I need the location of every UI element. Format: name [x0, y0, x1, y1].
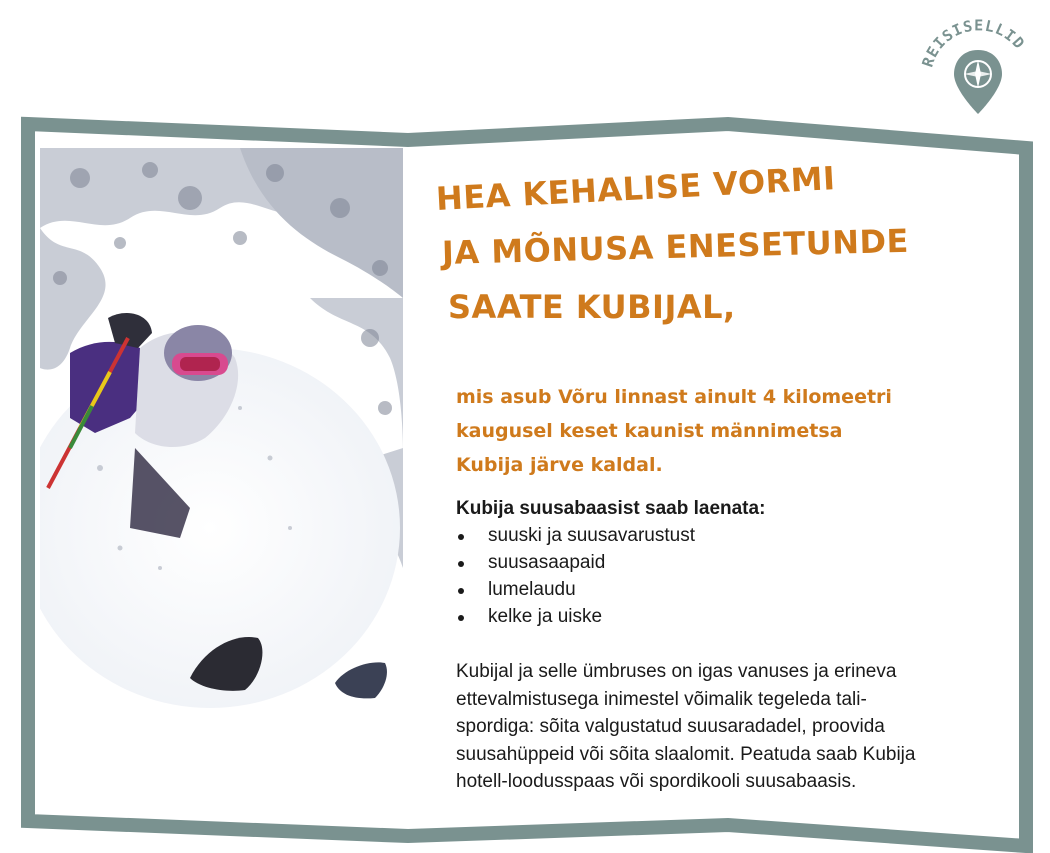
rentals-title: Kubija suusabaasist saab laenata: [456, 498, 766, 519]
list-item: kelke ja uiske [456, 603, 695, 630]
skier-photo [40, 148, 403, 708]
list-item: suuski ja suusavarustust [456, 522, 695, 549]
list-item: lumelaudu [456, 576, 695, 603]
subheadline-line-2: kaugusel keset kaunist männimetsa [456, 420, 843, 442]
subheadline-line-1: mis asub Võru linnast ainult 4 kilomeetri [456, 386, 892, 408]
headline-line-3: SAATE KUBIJAL, [448, 288, 736, 326]
body-line: spordiga: sõita valgustatud suusaradadel, proovida [456, 716, 885, 737]
body-line: hotell-loodusspaas või spordikooli suusabaasis. [456, 771, 857, 792]
logo-text: REISISELLID [918, 16, 1029, 70]
body-line: Kubijal ja selle ümbruses on igas vanuses ja erineva [456, 661, 897, 682]
headline-line-1: HEA KEHALISE VORMI [435, 159, 837, 218]
body-paragraph [456, 658, 915, 796]
reisisellid-logo [918, 10, 1038, 120]
map-pin-icon [954, 50, 1002, 114]
headline-line-2: JA MÕNUSA ENESETUNDE [441, 221, 910, 272]
body-line: suusahüppeid või sõita slaalomit. Peatuda saab Kubija [456, 743, 916, 765]
subheadline [456, 380, 986, 482]
list-item: suusasaapaid [456, 549, 695, 576]
rentals-list [456, 522, 695, 630]
headline [435, 159, 910, 334]
body-line: ettevalmistusega inimestel võimalik tegeleda tali- [456, 688, 867, 710]
subheadline-line-3: Kubija järve kaldal. [456, 454, 663, 476]
